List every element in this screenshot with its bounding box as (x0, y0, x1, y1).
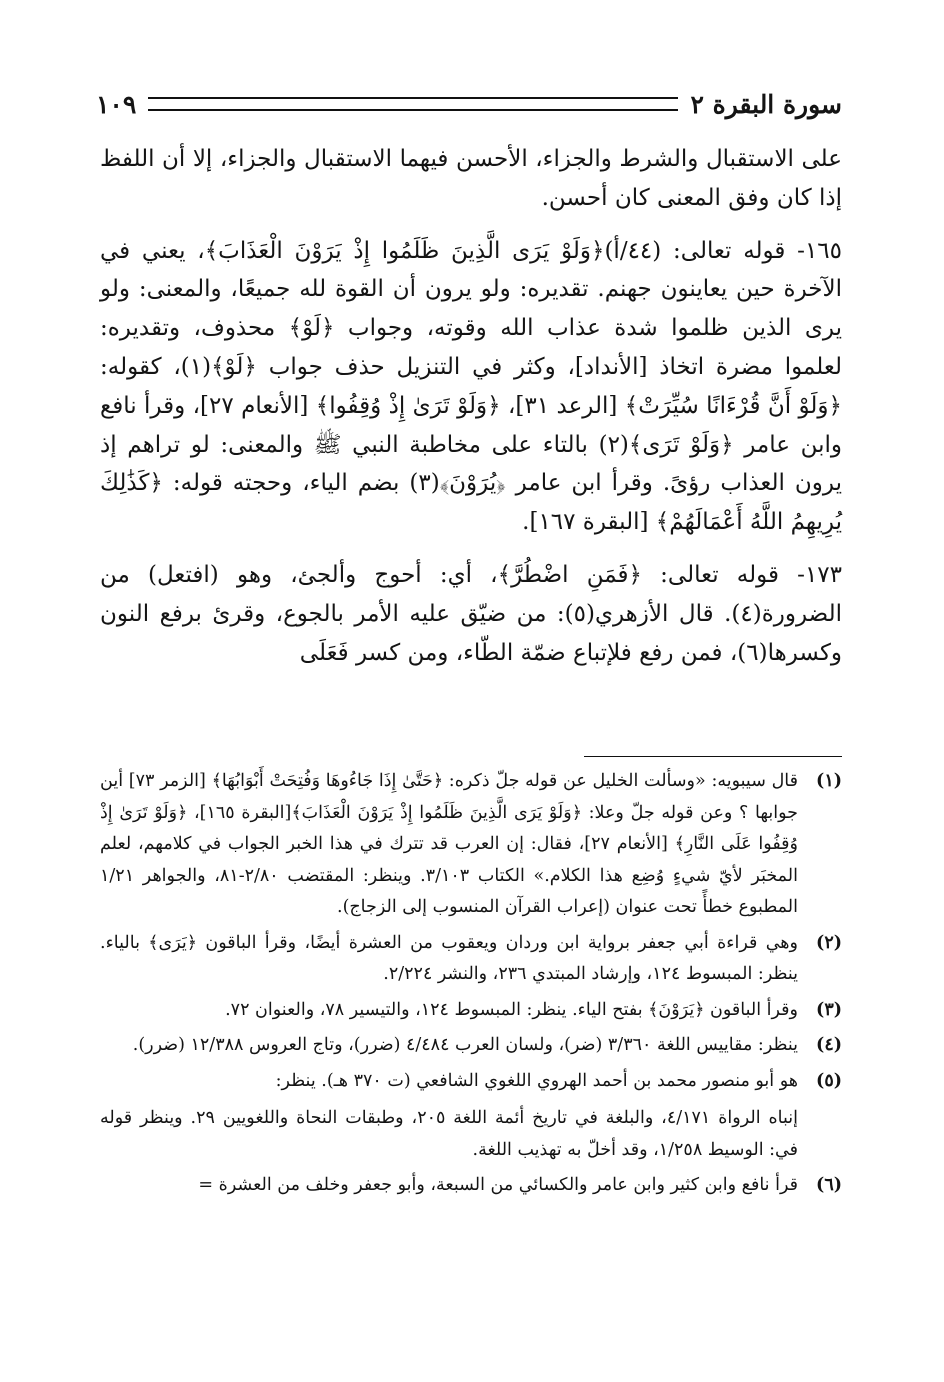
footnote-5 (100, 1066, 842, 1167)
footnote-number: (٢) (816, 932, 842, 953)
footnotes (100, 766, 842, 1206)
footnote-number: (١) (816, 771, 842, 791)
footnote-text (100, 928, 798, 991)
footnote-number: (٦) (816, 1175, 842, 1195)
paragraph-continuation: على الاستقبال والشرط والجزاء، الأحسن فيهما الاستقبال والجزاء، إلا أن اللفظ إذا كان وفق المعنى كان أحسن. (100, 146, 842, 211)
footnote-text (100, 1030, 798, 1062)
footnote-number: (٤) (816, 1035, 842, 1055)
main-text (100, 140, 842, 672)
footnote-paragraph: وقرأ الباقون ﴿يَرَوْنَ﴾ بفتح الياء. ينظر: المبسوط ١٢٤، والتيسير ٧٨، والعنوان ٧٢. (225, 999, 798, 1020)
footnote-1 (100, 766, 842, 924)
header-double-rule (148, 97, 678, 111)
footnote-paragraph: إنباه الرواة ٤/١٧١، والبلغة في تاريخ أئمة اللغة ٢٠٥، وطبقات النحاة واللغويين ٢٩. وينظر قوله في: الوسيط ١/٢٥٨، وقد أخلّ به تهذيب اللغة. (100, 1108, 798, 1160)
footnote-4 (100, 1030, 842, 1062)
footnote-paragraph: وهي قراءة أبي جعفر برواية ابن وردان ويعقوب من العشرة أيضًا، وقرأ الباقون ﴿يَرَى﴾ بالياء. ينظر: المبسوط ١٢٤، وإرشاد المبتدي ٢٣٦، والنشر ٢/٢٢٤. (100, 932, 798, 984)
paragraph-verse-173: ١٧٣- قوله تعالى: ﴿فَمَنِ اضْطُرَّ﴾، أي: أحوج وألجئ، وهو (افتعل) من الضرورة(٤). قال الأزهري(٥): من ضيّق عليه الأمر بالجوع، وقرئ برفع النون وكسرها(٦)، فمن رفع فلإتباع ضمّة الطّاء، ومن كسر فَعَلَى (100, 561, 843, 666)
footnote-separator (584, 756, 842, 757)
footnote-number: (٣) (816, 999, 842, 1020)
surah-title: سورة البقرة ٢ (690, 89, 842, 119)
footnote-text (100, 1170, 798, 1202)
footnote-number: (٥) (816, 1070, 842, 1091)
running-header (96, 86, 842, 122)
footnote-paragraph: قال سيبويه: «وسألت الخليل عن قوله جلّ ذكره: ﴿حَتَّىٰ إِذَا جَاءُوهَا وَفُتِحَتْ أَبْوَابُهَا﴾ [الزمر ٧٣] أين جوابها ؟ وعن قوله جلّ وعلا: ﴿وَلَوْ يَرَى الَّذِينَ ظَلَمُوا إِذْ يَرَوْنَ الْعَذَابَ﴾[البقرة ١٦٥]، ﴿وَلَوْ تَرَىٰ إِذْ وُقِفُوا عَلَى النَّارِ﴾ [الأنعام ٢٧]، فقال: إن العرب قد تترك في هذا الخبر الجواب في كلامهم، لعلم المخبَر لأيّ شيءٍ وُضِع هذا الكلام.» الكتاب ٣/١٠٣. وينظر: المقتضب ٢/٨٠-٨١، والجواهر ١/٢١ المطبوع خطأً تحت عنوان (إعراب القرآن المنسوب إلى الزجاج). (100, 771, 798, 917)
footnote-paragraph: ينظر: مقاييس اللغة ٣/٣٦٠ (ضر)، ولسان العرب ٤/٤٨٤ (ضرر)، وتاج العروس ١٢/٣٨٨ (ضرر). (132, 1035, 798, 1055)
footnote-3 (100, 995, 842, 1027)
footnote-2 (100, 928, 842, 991)
footnote-paragraph: قرأ نافع وابن كثير وابن عامر والكسائي من السبعة، وأبو جعفر وخلف من العشرة = (198, 1175, 798, 1195)
page-number: ١٠٩ (96, 89, 137, 119)
footnote-text (100, 766, 798, 924)
footnote-text (100, 995, 798, 1027)
footnote-6 (100, 1170, 842, 1202)
footnote-paragraph: هو أبو منصور محمد بن أحمد الهروي اللغوي الشافعي (ت ٣٧٠ هـ). ينظر: (275, 1070, 798, 1091)
paragraph-verse-165: ١٦٥- قوله تعالى: (٤٤/أ)﴿وَلَوْ يَرَى الَّذِينَ ظَلَمُوا إِذْ يَرَوْنَ الْعَذَابَ﴾، يعني في الآخرة حين يعاينون جهنم. تقديره: ولو يرون أن القوة لله جميعًا، والمعنى: ولو يرى الذين ظلموا شدة عذاب الله وقوته، وجواب ﴿لَوْ﴾ محذوف، وتقديره: لعلموا مضرة اتخاذ [الأنداد]، وكثر في التنزيل حذف جواب ﴿لَوْ﴾(١)، كقوله: ﴿وَلَوْ أَنَّ قُرْءَانًا سُيِّرَتْ﴾ [الرعد ٣١]، ﴿وَلَوْ تَرَىٰ إِذْ وُقِفُوا﴾ [الأنعام ٢٧]، وقرأ نافع وابن عامر ﴿وَلَوْ تَرَى﴾(٢) بالتاء على مخاطبة النبي ﷺ والمعنى: لو تراهم إذ يرون العذاب رؤىً. وقرأ ابن عامر ﴿يُرَوْنَ﴾(٣) بضم الياء، وحجته قوله: ﴿كَذَٰلِكَ يُرِيهِمُ اللَّهُ أَعْمَالَهُمْ﴾ [البقرة ١٦٧]. (100, 237, 843, 536)
footnote-text (100, 1066, 798, 1167)
